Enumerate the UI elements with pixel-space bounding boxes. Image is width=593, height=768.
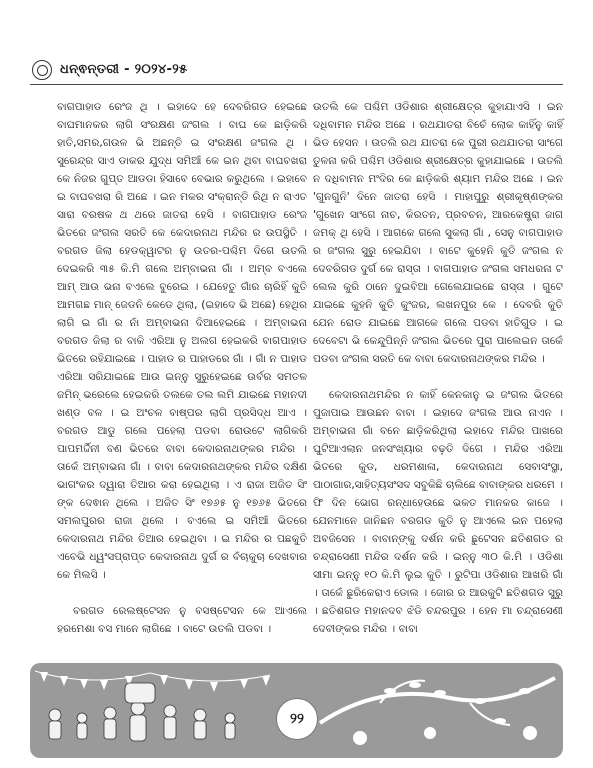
page-header bbox=[30, 60, 563, 82]
right-paragraph-1: ଉତଲି କେ ପଶ୍ଚିମ ଓଡିଶାର ଶ୍ରୀକ୍ଷେତ୍ର କୁହାଯାଏସି । ଇନ ଦଧିବାମନ ମନ୍ଦିର ଅଛେ । ରଥଯାତରା ବିଚେଁ ଲୋକ କାହିଁନୁ କାହିଁ ଭିଡ ହେସନ । ଉତଲି ରଥ ଯାତରା କେ ପୁରୀ ରଥଯାତରା ସାଂଗେ ତୁଳନା କରି ପଶ୍ଚିମ ଓଡିଶାର ଶ୍ରୀକ୍ଷେତ୍ର କୁହାଯାଇଛେ । ଉତଲି ନ ଦଧିବାମନ ମଂଦିର କେ ଛାଡ଼ିକରି ଶ୍ୟାମ ମନ୍ଦିର ଅଛେ । ଇନ 'ଗୁନଗୁନି' ଦିନେ ଜାତରା ହେସି । ମାହାପୁରୁ ଶ୍ରୀକୃଷ୍ଣଙ୍କର 'ଗୁଖେନ ସାଂଗେ ନାଚ, କିରତନ, ପ୍ରବଚନ, ଆରକେଷ୍ଟ୍ରା ଜାଗ ଜମକ୍ ଥି ହେସି । ଆଗକେ ଗଲେ ସୁକଲା ଗାଁ , ସେନୁ ବାଗପାହାଡ ର ଜଂଗଲ ସୁରୁ ହେଇଯିବା । ବାଟେ କୁହେନି କୁତି ଜଂଗଲ ନ ଦେବରିଗଡ ଦୁର୍ଗ କେ ରାସ୍ତା । ବାଗପାହାଡ ଜଂଗଲ ସମଧରନା ଟ ଲେଲ କୁରି ଠାନେ ଦୁଇବିଆ ଗେଲେଯାଇଛେ ରାସ୍ତା । ଗୁଟେ ଯାଇଛେ କୁହନି କୁତି କୁଂଜର, ଲଖନପୁର କେ । ଦେବରି କୁତି ଯେନ ରୋଡ ଯାଇଛେ ଆଗକେ ଗଲେ ପଡବା ହାତିଗୁଡ । ଇ ଦେବେଟା ଭି କେନ୍ଦୁପିନ୍ନି ଜଂଗଲ ଭିତରେ ପୁରା ପାଲେଇନ ତାକେଁ ପଡବା ଜଂଗଲ ସରତି କେ ବାବା କେଦାରନାଥଙ୍କର ମନ୍ଦିର । bbox=[313, 101, 563, 365]
paragraph-gap bbox=[313, 368, 563, 386]
emblem-logo-icon bbox=[32, 60, 52, 80]
left-paragraph-1: ବାଗପାହାଡ ରେଂଜ ଥି । ଇହାଦେ ହେ ଦେବରିଗଡ ହେଇଛେ ବାଘମାନକର ଲାଗି ସଂରକ୍ଷଣ ଜଂଗଲ । ବାଘ କେ ଛାଡ଼ିକରି ହାତି,ସମର,ଗଉଳ ଭି ଅଛନ୍ତି ଇ ସଂରକ୍ଷଣ ଜଂଗଲ ଥି । ସୁରେନ୍ଦ୍ର ସାଏ ଡାକର ଯୁଦ୍ଧ ସମିଆଁ କେ ଇନ ଥିବା ବାଘବଖରା କେ ନିଜର ଗୁପ୍ତ ଆଡଡା ହିସାବେ ବେଭାର କରୁଥିଲେ । ଇହାବେ ଇ ବାଘବଖରା ରି ଅଛେ । ଇନ ମକର ସଂକ୍ରାନ୍ତି ରିଥି ନ ରାଏତ ସାରା ବରଷକ ଥ ଥରେ ଜାତରା ହେସି । ବାଗପାହାଡ ରେଂଜ ଭିତରେ ଜଂଗଲ ସରତି କେ କେଦାରନାଥ ମନ୍ଦିର ର ଉପସ୍ଥିତି । ବରଗଡ ଜିଲା ହେଡକ୍ୱାଟର ନୁ ଉତର-ପଶ୍ଚିମ ଦିଗେ ଉତଲି ଦେଇକରି ୩୫ କି.ମି ଗଲେ ଅମ୍ବାଭନା ଗାଁ । ଅମ୍ବ ବଏଲେ ଆମ୍ ଆଉ ଭନା ବଏଲେ ବୁରେଇ । ଯେହେତୁ ଗାଁର ଚାରିହିଁ କୁତି ଆମଗଛ ମାନ୍ ଜେଡନି କେଡେ ଥିଲା, (ଇହାଦେ ଭି ଅଛେ) ହେଥିର ଲାଗି ଇ ଗାଁ ର ନାଁ ଅମ୍ବାଭନା ଦିଆହେଇଛେ । ଅମ୍ବାଭନା ବରଗଡ ଜିଲା ର ବାକି ଏରିଆ ନୁ ଅଲଗ ହେଇକରି ବାଗପାହାଡ ଭିତରେ ରହିଯାଇଛେ । ପାହାଡ ର ପାହାଡରେ ଗାଁ । ଗାଁ ନ ପାହାଡ ଏରିଆ ସରିଯାଇଛେ ଆଉ ଇନ୍ନୁ ସୁରୁହେଇଛେ ଉର୍ବର ସମତଳ ଜମିନ୍ ଭରେଲେ ହେଇକରି ତଲକେ ତଲ ଲମି ଯାଇଛେ ମହାନଦୀ ଖଣ୍ଡ ବଳ । ଇ ଅଂଚଳ ବାଷ୍ପର ଲାଗି ପ୍ରସିଦ୍ଧ ଆଏ । ବରଗଡ ଆଡୁ ଗଲେ ପହେଲା ପଡବା ରୋଉଟେ ଲାଗିକରି ପାପମର୍ଦ୍ଦିନୀ ବଣ ଭିତରେ ବାବା କେଦାରନାଥଙ୍କର ମନ୍ଦିର । ତାକେଁ ଅମ୍ବାଭନା ଗାଁ । ବାବା କେଦାରନାଥଙ୍କର ମନ୍ଦିର ଦକ୍ଷିଣ ଭାଗଂକର ଦ୍ୱାରା ତିଆର କରା ହେଇଥିଲା । ଏ ରାଜା ଅଜିତ ସିଂ ଙ୍କ ଦେଵାନ ଥିଲେ । ଅଜିତ ସିଂ ୧୭୬୫ ନୁ ୧୭୬୫ ଭିତରେ ସମଲପୁରର ରାଜା ଥିଲେ । ବଏଲେ ଇ ସମିଆଁ ଭିତରେ କେଦାରନାଥ ମନ୍ଦିର ତିଆର ହେଇଥିବା । ଇ ମନ୍ଦିର ର ପଛକୁତି ଏବେଭି ଧ୍ୱଂସପ୍ରାପ୍ତ କେଦାରନାଥ ଦୁର୍ଗ ର ବଁଚାକୁଚା ଦେଖବାର କେ ମିଲସି । bbox=[57, 101, 307, 581]
left-column bbox=[57, 98, 307, 638]
left-paragraph-2: ବରଗଡ ରେଲଷ୍ଟେସନ ନୁ ବସଷ୍ଟେସନ କେ ଆଏଲେ ହରମେଶା ବସ ମାନେ ଲାଗିଛେ । ବାଟେ ଉତଲି ପଡବା । bbox=[57, 605, 307, 635]
right-column bbox=[313, 98, 563, 638]
page-number: ୨୨ bbox=[276, 698, 318, 740]
paragraph-gap bbox=[57, 584, 307, 602]
magazine-title: ଧନ୍ଵନ୍ତରୀ - ୨୦୨୪-୨୫ bbox=[60, 62, 188, 77]
right-paragraph-2: କେଦାରନାଥମନ୍ଦିର ନ କାହିଁ କେନକାନୁ ଇ ଜଂଗଲ ଭିତରେ ପୁଜାପାଇ ଆଉଛନ ବାବା । ଇହାଦେ ଜଂଗଲ ଆଉ ନାଏନ । ଅମ୍ବାଭନା ଗାଁ ବନେ ଛାଡ଼ିକରିଥିଲା ଇହାଦେ ମନ୍ଦିର ପାଖରେ ଘୁଟିଆଏଲାନ ଜନସଂଖ୍ୟାର ବଢ଼ତି ଦିଗେ । ମନ୍ଦିର ଏରିଆ ଭିତରେ କୁଡ, ଧରମଶାଳା, କେଦାରନାଥ ସେବାସଂସ୍ଥା, ପାଠାଗାର,ସାହିତ୍ୟସଂସଦ ସବୁକିଛି ଚାଲିଛେ ବାବାଙ୍କର ଧରମେ । ଫି ଦିନ ଭୋଗ ରନ୍ଧାହେଉଛେ ଭକତ ମାନକର କାଜେ । ଯେନମାନେ ଜାନିଛନ ବରଗଡ କୁତି ନୁ ଆଏଲେ ଇନ ପହେଲା ଅବଜିସେନ । ବାବାନ୍ଙ୍କୁ ଦର୍ଶନ କରି ଛୁଟେସନ ଛତିଶଗଡ ର ଚନ୍ଦ୍ରାସେଣୀ ମନ୍ଦିର ଦର୍ଶନ କରି । ଇନ୍ନୁ ୩୦ କି.ମି । ଓଡିଶା ସୀମା ଇନ୍ନୁ ୧୦ କି.ମି ଲୁଇ କୁତି । ରୁଟିପା ଓଡିଶାର ଆଖରି ଗାଁ । ତାକେଁ ଛୁରିକେରାଏ ଡୋଲ । ଜୋର ର ଆରକୁଟି ଛତିଶଗଡ ସୁରୁ । ଛତିଶଗଡ ମହାନଦବ ଝଁଡି ଚନ୍ଦରପୁର । ହେନ ମା ଚନ୍ଦ୍ରାସେଣୀ ଦେବୀଙ୍କର ମନ୍ଦିର । ବାବା bbox=[313, 389, 563, 635]
header-divider bbox=[30, 84, 563, 85]
footer-illustration-band bbox=[30, 663, 563, 758]
